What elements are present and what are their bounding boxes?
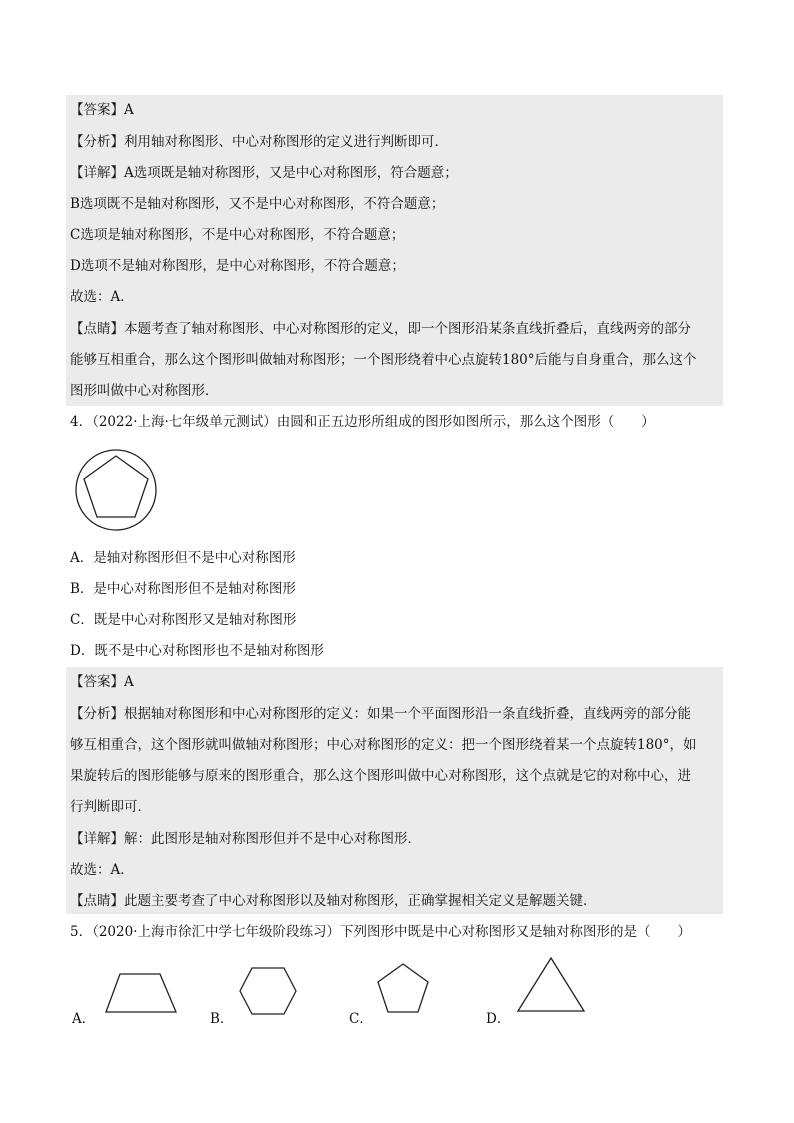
- q4-stem: 4．（2022·上海·七年级单元测试）由圆和正五边形所组成的图形如图所示，那么这个图形（ ）: [70, 414, 655, 430]
- q3-detail: 【详解】A选项既是轴对称图形，又是中心对称图形，符合题意；: [70, 165, 458, 181]
- hexagon-icon[interactable]: [238, 966, 298, 1016]
- q3-choice: 故选：A．: [70, 289, 134, 305]
- q4-analysis-2: 够互相重合，这个图形就叫做轴对称图形；中心对称图形的定义：把一个图形绕着某一个点旋转180°，如: [70, 737, 697, 753]
- q3-remark-3: 图形叫做中心对称图形．: [70, 383, 219, 399]
- q5-option-a-label[interactable]: A．: [72, 1011, 96, 1027]
- q5-stem: 5．（2020·上海市徐汇中学七年级阶段练习）下列图形中既是中心对称图形又是轴对称图形的是（ ）: [70, 924, 691, 940]
- q4-option-c[interactable]: C．既是中心对称图形又是轴对称图形: [70, 612, 297, 628]
- q3-detail-c: C选项是轴对称图形，不是中心对称图形，不符合题意；: [70, 227, 405, 243]
- q4-answer: 【答案】A: [70, 674, 134, 690]
- q4-detail: 【详解】解：此图形是轴对称图形但并不是中心对称图形．: [70, 831, 421, 847]
- q5-option-b-label[interactable]: B．: [210, 1011, 234, 1027]
- q3-remark-2: 能够互相重合，那么这个图形叫做轴对称图形；一个图形绕着中心点旋转180°后能与自身重合，那么这个: [70, 352, 697, 368]
- q4-analysis-3: 果旋转后的图形能够与原来的图形重合，那么这个图形叫做中心对称图形，这个点就是它的对称中心，进: [70, 768, 691, 784]
- trapezoid-icon[interactable]: [104, 972, 178, 1014]
- q4-option-d[interactable]: D．既不是中心对称图形也不是轴对称图形: [70, 643, 324, 659]
- circle-with-inscribed-pentagon-icon: [74, 448, 160, 534]
- q3-detail-d: D选项不是轴对称图形，是中心对称图形，不符合题意；: [70, 258, 405, 274]
- q4-option-a[interactable]: A．是轴对称图形但不是中心对称图形: [70, 550, 296, 566]
- pentagon-icon[interactable]: [376, 962, 430, 1016]
- q4-choice: 故选：A．: [70, 862, 134, 878]
- q3-answer: 【答案】A: [70, 102, 134, 118]
- q4-option-b[interactable]: B．是中心对称图形但不是轴对称图形: [70, 581, 296, 597]
- triangle-icon[interactable]: [516, 956, 586, 1014]
- q3-remark-1: 【点睛】本题考查了轴对称图形、中心对称图形的定义，即一个图形沿某条直线折叠后，直线两旁的部分: [70, 321, 691, 337]
- q5-option-c-label[interactable]: C．: [349, 1011, 373, 1027]
- q3-analysis: 【分析】利用轴对称图形、中心对称图形的定义进行判断即可．: [70, 134, 448, 150]
- q5-option-d-label[interactable]: D．: [486, 1011, 511, 1027]
- q4-analysis-1: 【分析】根据轴对称图形和中心对称图形的定义：如果一个平面图形沿一条直线折叠，直线两旁的部分能: [70, 706, 691, 722]
- q4-analysis-4: 行判断即可．: [70, 799, 151, 815]
- q4-remark: 【点睛】此题主要考查了中心对称图形以及轴对称图形，正确掌握相关定义是解题关键．: [70, 893, 597, 909]
- q3-detail-b: B选项既不是轴对称图形，又不是中心对称图形，不符合题意；: [70, 196, 445, 212]
